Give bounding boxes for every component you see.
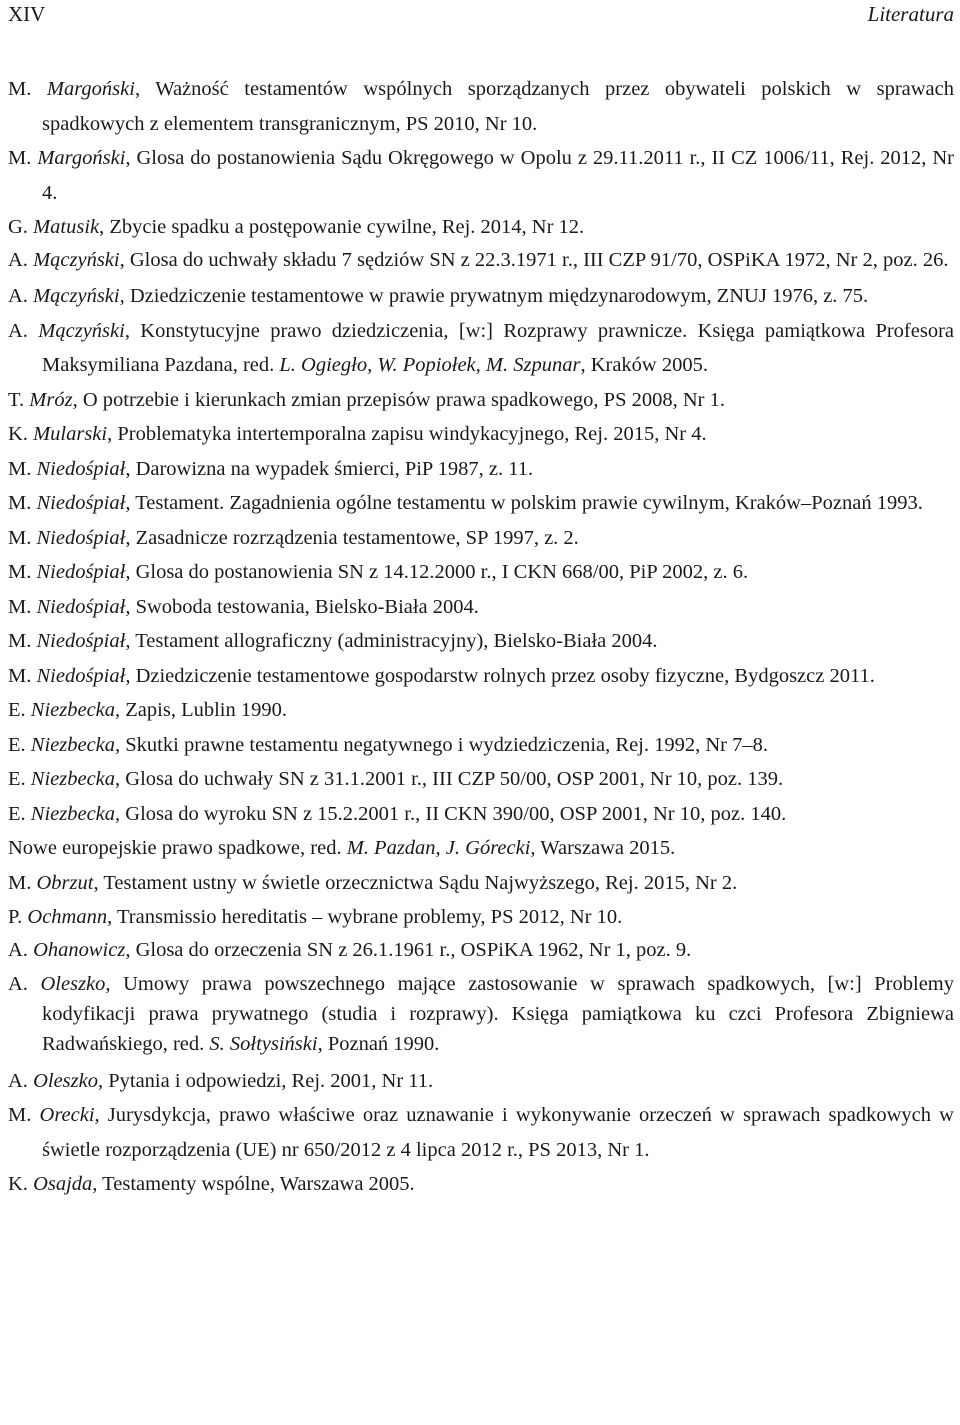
author-surname: Niezbecka <box>30 768 116 790</box>
author-initial: A. <box>8 319 28 342</box>
entry-title: , Zapis, Lublin 1990. <box>115 699 287 721</box>
author-surname: Oleszko <box>33 1069 98 1092</box>
bibliography-entry <box>8 141 954 210</box>
author-initial: K. <box>8 423 28 445</box>
author-initial: M. <box>8 595 32 618</box>
entry-title: , Zbycie spadku a postępowanie cywilne, Rej. 2014, Nr 12. <box>99 216 585 238</box>
author-surname: Niedośpiał <box>36 492 126 514</box>
bibliography-entry <box>8 452 954 487</box>
author-initial: M. <box>8 457 32 480</box>
author-surname: Mączyński <box>33 285 120 307</box>
author-surname: Niedośpiał <box>36 630 126 652</box>
author-surname: Margoński <box>46 78 135 100</box>
author-initial: P. <box>8 906 23 928</box>
publication-info: , Poznań 1990. <box>317 1033 440 1055</box>
author-surname: Ohanowicz <box>33 938 126 961</box>
author-initial: M. <box>8 871 32 894</box>
bibliography-entry <box>8 555 954 590</box>
entry-title: , Testament. Zagadnienia ogólne testamentu w polskim prawie cywilnym, Kraków–Poznań 1993. <box>125 492 923 514</box>
entry-title: , Dziedziczenie testamentowe gospodarstw rolnych przez osoby fizyczne, Bydgoszcz 2011. <box>125 664 875 687</box>
bibliography-entry <box>8 624 954 659</box>
entry-title: , Darowizna na wypadek śmierci, PiP 1987, z. 11. <box>125 457 534 480</box>
author-surname: Niezbecka <box>30 733 116 756</box>
author-initial: M. <box>8 630 32 652</box>
author-surname: Oleszko <box>40 973 106 995</box>
author-surname: Niedośpiał <box>36 595 126 618</box>
entry-title: , Swoboda testowania, Bielsko-Biała 2004. <box>125 595 479 618</box>
entry-title: , Dziedziczenie testamentowe w prawie prywatnym międzynarodowym, ZNUJ 1976, z. 75. <box>119 285 869 307</box>
author-surname: Niedośpiał <box>36 526 126 549</box>
author-surname: Niezbecka <box>30 802 116 825</box>
bibliography-entry <box>8 969 954 1059</box>
author-surname: Mularski <box>33 423 108 445</box>
bibliography-entry <box>8 383 954 418</box>
author-initial: G. <box>8 216 28 238</box>
author-surname: Orecki <box>39 1104 95 1126</box>
bibliography-entry <box>8 831 954 866</box>
entry-title: , Testament ustny w świetle orzecznictwa Sądu Najwyższego, Rej. 2015, Nr 2. <box>93 871 738 894</box>
author-initial: A. <box>8 248 28 271</box>
author-surname: Obrzut <box>36 871 94 894</box>
entry-title: , Testament allograficzny (administracyjny), Bielsko-Biała 2004. <box>125 630 658 652</box>
author-surname: Mączyński <box>33 248 120 271</box>
entry-title: , Glosa do uchwały składu 7 sędziów SN z 22.3.1971 r., III CZP 91/70, OSPiKA 1972, Nr 2, poz. 26. <box>119 248 949 271</box>
bibliography-entry <box>8 72 954 141</box>
bibliography-entry <box>8 314 954 383</box>
author-surname: Niedośpiał <box>36 457 126 480</box>
bibliography-entry <box>8 866 954 901</box>
author-initial: M. <box>8 78 32 100</box>
author-initial: E. <box>8 733 26 756</box>
author-surname: Niedośpiał <box>36 664 126 687</box>
author-surname: Margoński <box>37 147 126 169</box>
page-number: XIV <box>8 2 46 26</box>
editor-names: L. Ogiegło, W. Popiołek, M. Szpunar <box>279 354 581 376</box>
author-initial: M. <box>8 147 32 169</box>
bibliography-entry <box>8 279 954 314</box>
author-initial: E. <box>8 768 26 790</box>
author-surname: Ochmann <box>27 906 108 928</box>
bibliography-entry <box>8 693 954 728</box>
bibliography-entry <box>8 900 954 935</box>
entry-title: , Zasadnicze rozrządzenia testamentowe, SP 1997, z. 2. <box>125 526 579 549</box>
author-initial: M. <box>8 492 32 514</box>
entry-title: , O potrzebie i kierunkach zmian przepisów prawa spadkowego, PS 2008, Nr 1. <box>72 388 725 411</box>
entry-title: , Glosa do postanowienia Sądu Okręgowego w Opolu z 29.11.2011 r., II CZ 1006/11, Rej. 2012, Nr 4. <box>42 147 955 204</box>
entry-title: Nowe europejskie prawo spadkowe, red. <box>8 837 347 859</box>
bibliography-entry <box>8 1098 954 1167</box>
author-surname: Mróz <box>29 388 73 411</box>
bibliography-entry <box>8 245 954 275</box>
entry-title: , Glosa do uchwały SN z 31.1.2001 r., III CZP 50/00, OSP 2001, Nr 10, poz. 139. <box>115 768 784 790</box>
author-initial: A. <box>8 285 28 307</box>
author-initial: M. <box>8 1104 32 1126</box>
entry-title: , Konstytucyjne prawo dziedziczenia, [w:] Rozprawy prawnicze. Księga pamiątkowa Profesora Maksymiliana Pazdana, red. <box>42 319 955 376</box>
author-surname: Matusik <box>33 216 100 238</box>
bibliography-entry <box>8 521 954 556</box>
entry-title: , Problematyka intertemporalna zapisu windykacyjnego, Rej. 2015, Nr 4. <box>107 423 707 445</box>
author-initial: T. <box>8 388 25 411</box>
publication-info: , Warszawa 2015. <box>530 837 676 859</box>
bibliography-entry <box>8 728 954 763</box>
author-initial: M. <box>8 664 32 687</box>
entry-title: , Umowy prawa powszechnego mające zastosowanie w sprawach spadkowych, [w:] Problemy kodyfikacji prawa prywatnego (studia i rozprawy). Księga pamiątkowa ku czci Profesora Zbigniewa Radwańskiego, red. <box>42 973 954 1055</box>
section-title: Literatura <box>867 2 954 26</box>
entry-title: , Skutki prawne testamentu negatywnego i wydziedziczenia, Rej. 1992, Nr 7–8. <box>115 733 769 756</box>
bibliography-entry <box>8 417 954 452</box>
author-initial: K. <box>8 1173 28 1195</box>
author-initial: E. <box>8 802 26 825</box>
running-header <box>8 0 954 30</box>
bibliography-list <box>8 72 954 1202</box>
bibliography-entry <box>8 935 954 965</box>
bibliography-entry <box>8 590 954 625</box>
author-initial: A. <box>8 938 28 961</box>
entry-title: , Jurysdykcja, prawo właściwe oraz uznawanie i wykonywanie orzeczeń w sprawach spadkowych w świetle rozporządzenia (UE) nr 650/2012 z 4 lipca 2012 r., PS 2013, Nr 1. <box>42 1104 954 1161</box>
entry-title: , Glosa do postanowienia SN z 14.12.2000 r., I CKN 668/00, PiP 2002, z. 6. <box>125 561 749 583</box>
entry-title: , Transmissio hereditatis – wybrane problemy, PS 2012, Nr 10. <box>107 906 623 928</box>
editor-names: S. Sołtysiński <box>209 1033 318 1055</box>
editor-names: M. Pazdan, J. Górecki <box>346 837 531 859</box>
entry-title: , Pytania i odpowiedzi, Rej. 2001, Nr 11. <box>97 1069 434 1092</box>
bibliography-entry <box>8 797 954 832</box>
bibliography-entry <box>8 762 954 797</box>
entry-title: , Testamenty wspólne, Warszawa 2005. <box>92 1173 415 1195</box>
author-initial: E. <box>8 699 26 721</box>
bibliography-entry <box>8 486 954 521</box>
bibliography-entry <box>8 1064 954 1099</box>
author-initial: A. <box>8 973 28 995</box>
bibliography-entry <box>8 210 954 245</box>
author-surname: Niedośpiał <box>36 561 126 583</box>
entry-title: , Glosa do wyroku SN z 15.2.2001 r., II CKN 390/00, OSP 2001, Nr 10, poz. 140. <box>115 802 787 825</box>
author-surname: Osajda <box>33 1173 93 1195</box>
author-initial: A. <box>8 1069 28 1092</box>
publication-info: , Kraków 2005. <box>580 354 708 376</box>
author-initial: M. <box>8 561 32 583</box>
entry-title: , Ważność testamentów wspólnych sporządzanych przez obywateli polskich w sprawach spadkowych z elementem transgranicznym, PS 2010, Nr 10. <box>42 78 955 135</box>
entry-title: , Glosa do orzeczenia SN z 26.1.1961 r., OSPiKA 1962, Nr 1, poz. 9. <box>125 938 692 961</box>
bibliography-entry <box>8 1167 954 1202</box>
bibliography-entry <box>8 659 954 694</box>
author-surname: Mączyński <box>38 319 125 342</box>
author-surname: Niezbecka <box>30 699 116 721</box>
author-initial: M. <box>8 526 32 549</box>
